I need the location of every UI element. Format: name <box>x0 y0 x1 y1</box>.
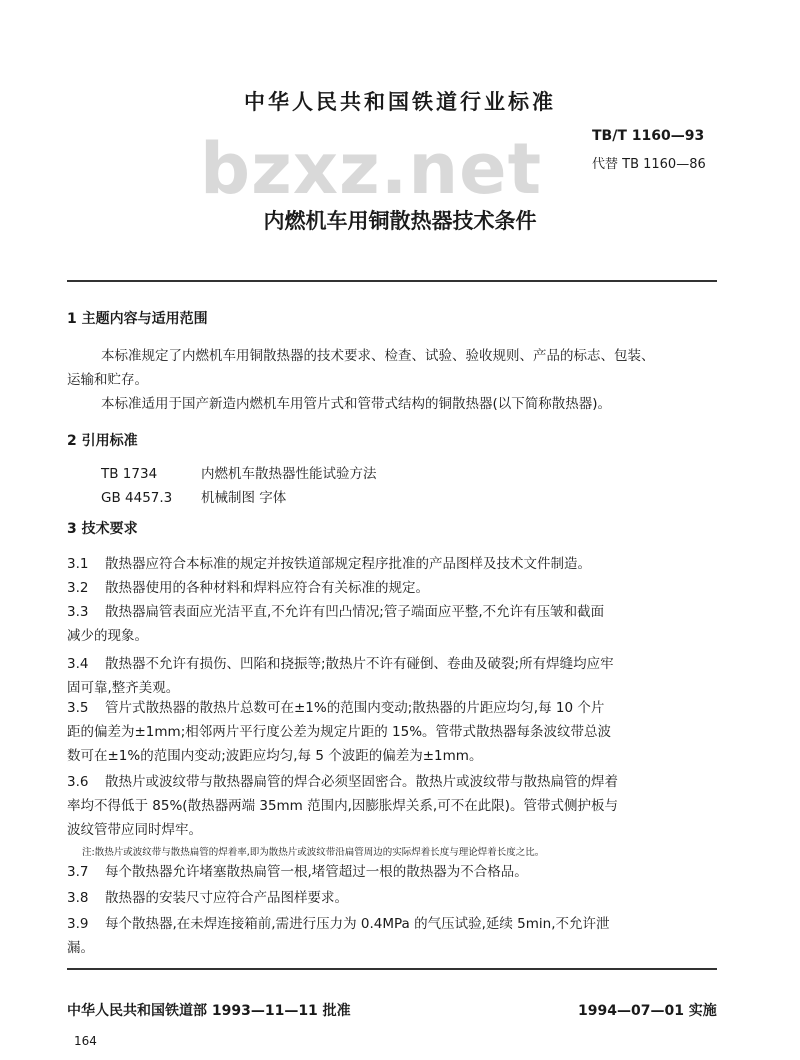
clause-text: 散热器使用的各种材料和焊料应符合有关标准的规定。 <box>105 580 429 596</box>
clause-3-7 <box>67 860 528 884</box>
clause-3-6-cont: 波纹管带应同时焊牢。 <box>67 822 202 838</box>
clause-number: 3.7 <box>67 864 89 880</box>
clause-3-3-cont: 减少的现象。 <box>67 628 148 644</box>
clause-3-4 <box>67 652 614 676</box>
clause-3-6 <box>67 770 618 794</box>
clause-text: 散热器扁管表面应光洁平直,不允许有凹凸情况;管子端面应平整,不允许有压皱和截面 <box>105 604 605 620</box>
approval-line: 中华人民共和国铁道部 1993—11—11 批准 <box>67 1003 351 1019</box>
section-1-paragraph-1: 本标准规定了内燃机车用铜散热器的技术要求、检查、试验、验收规则、产品的标志、包装、 <box>101 348 655 364</box>
section-1-heading: 1 主题内容与适用范围 <box>67 311 208 327</box>
reference-row <box>101 462 377 486</box>
clause-3-8 <box>67 886 348 910</box>
clause-number: 3.1 <box>67 556 89 572</box>
clause-3-3 <box>67 600 604 624</box>
footer-divider <box>67 968 717 970</box>
clause-3-1 <box>67 552 591 576</box>
header-divider <box>67 280 717 282</box>
watermark: bzxz.net <box>200 128 543 210</box>
page-number: 164 <box>74 1034 97 1048</box>
clause-number: 3.8 <box>67 890 89 906</box>
clause-text: 每个散热器,在未焊连接箱前,需进行压力为 0.4MPa 的气压试验,延续 5min,不允许泄 <box>105 916 610 932</box>
section-2-heading: 2 引用标准 <box>67 433 138 449</box>
standard-code: TB/T 1160—93 <box>592 128 705 144</box>
clause-3-6-cont: 率均不得低于 85%(散热器两端 35mm 范围内,因膨胀焊关系,可不在此限)。管带式侧护板与 <box>67 798 618 814</box>
clause-text: 散热片或波纹带与散热器扁管的焊合必须坚固密合。散热片或波纹带与散热扁管的焊着 <box>105 774 618 790</box>
clause-number: 3.2 <box>67 580 89 596</box>
clause-text: 散热器应符合本标准的规定并按铁道部规定程序批准的产品图样及技术文件制造。 <box>105 556 591 572</box>
implementation-date: 1994—07—01 实施 <box>578 1003 717 1019</box>
reference-code: TB 1734 <box>101 466 158 482</box>
issuing-organization: 中华人民共和国铁道行业标准 <box>244 90 556 114</box>
clause-3-5-cont: 数可在±1%的范围内变动;波距应均匀,每 5 个波距的偏差为±1mm。 <box>67 748 483 764</box>
clause-number: 3.9 <box>67 916 89 932</box>
clause-text: 散热器的安装尺寸应符合产品图样要求。 <box>105 890 348 906</box>
section-1-paragraph-2: 本标准适用于国产新造内燃机车用管片式和管带式结构的铜散热器(以下简称散热器)。 <box>101 396 612 412</box>
clause-text: 每个散热器允许堵塞散热扁管一根,堵管超过一根的散热器为不合格品。 <box>105 864 528 880</box>
document-title: 内燃机车用铜散热器技术条件 <box>263 209 537 233</box>
section-3-heading: 3 技术要求 <box>67 521 138 537</box>
clause-3-9-cont: 漏。 <box>67 940 94 956</box>
clause-3-9 <box>67 912 610 936</box>
clause-3-5 <box>67 696 604 720</box>
clause-note: 注:散热片或波纹带与散热扁管的焊着率,即为散热片或波纹带沿扁管周边的实际焊着长度与理论焊着长度之比。 <box>82 847 545 858</box>
reference-title: 机械制图 字体 <box>201 490 287 506</box>
replaces-standard: 代替 TB 1160—86 <box>592 157 706 172</box>
reference-title: 内燃机车散热器性能试验方法 <box>201 466 377 482</box>
clause-text: 管片式散热器的散热片总数可在±1%的范围内变动;散热器的片距应均匀,每 10 个片 <box>105 700 605 716</box>
clause-number: 3.3 <box>67 604 89 620</box>
clause-number: 3.4 <box>67 656 89 672</box>
clause-3-2 <box>67 576 429 600</box>
clause-3-4-cont: 固可靠,整齐美观。 <box>67 680 180 696</box>
clause-number: 3.5 <box>67 700 89 716</box>
clause-3-5-cont: 距的偏差为±1mm;相邻两片平行度公差为规定片距的 15%。管带式散热器每条波纹带总波 <box>67 724 612 740</box>
clause-text: 散热器不允许有损伤、凹陷和挠振等;散热片不许有碰倒、卷曲及破裂;所有焊缝均应牢 <box>105 656 614 672</box>
section-1-paragraph-1-cont: 运输和贮存。 <box>67 372 148 388</box>
reference-row <box>101 486 286 510</box>
reference-code: GB 4457.3 <box>101 490 173 506</box>
clause-number: 3.6 <box>67 774 89 790</box>
